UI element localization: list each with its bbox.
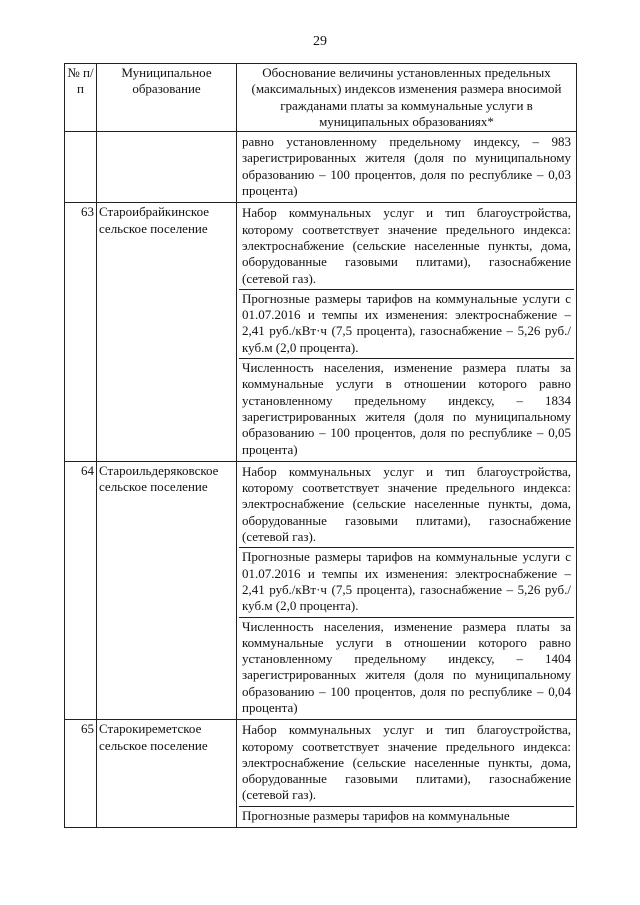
- cell-justification: [237, 203, 577, 461]
- table-header-row: [65, 64, 577, 132]
- cell-justification: [237, 461, 577, 719]
- cell-municipality: Староибрайкинское сельское поселение: [97, 203, 237, 461]
- cell-municipality: Старокиреметское сельское поселение: [97, 720, 237, 828]
- table-row: [65, 203, 577, 461]
- table-row: [65, 461, 577, 719]
- justification-paragraph: Прогнозные размеры тарифов на коммунальные: [239, 806, 574, 826]
- justification-paragraph: Набор коммунальных услуг и тип благоустройства, которому соответствует значение предельного индекса: электроснабжение (сельские населенные пункты, дома, оборудованные газовыми плитами), газоснабжение (сетевой газ).: [242, 722, 571, 803]
- cell-municipality: [97, 132, 237, 203]
- table-row: [65, 720, 577, 828]
- cell-number: [65, 132, 97, 203]
- header-municipality: Муниципальное образование: [97, 64, 237, 132]
- justification-paragraph: равно установленному предельному индексу, – 983 зарегистрированных жителя (доля по муниципальному образованию – 100 процентов, доля по республике – 0,03 процента): [242, 134, 571, 199]
- cell-justification: [237, 132, 577, 203]
- header-number: № п/п: [65, 64, 97, 132]
- justification-paragraph: Численность населения, изменение размера платы за коммунальные услуги в отношении которого равно установленному предельному индексу, – 1834 зарегистрированных жителя (доля по муниципальному образованию – 100 процентов, доля по республике – 0,05 процента): [239, 358, 574, 460]
- justification-paragraph: Прогнозные размеры тарифов на коммунальные услуги с 01.07.2016 и темпы их изменения: электроснабжение – 2,41 руб./кВт·ч (7,5 процента), газоснабжение – 5,26 руб./куб.м (2,0 процента).: [239, 547, 574, 616]
- justification-paragraph: Набор коммунальных услуг и тип благоустройства, которому соответствует значение предельного индекса: электроснабжение (сельские населенные пункты, дома, оборудованные газовыми плитами), газоснабжение (сетевой газ).: [242, 463, 571, 545]
- index-justification-table: [64, 63, 577, 828]
- justification-paragraph: Численность населения, изменение размера платы за коммунальные услуги в отношении которого равно установленному предельному индексу, – 1404 зарегистрированных жителя (доля по муниципальному образованию – 100 процентов, доля по республике – 0,04 процента): [239, 617, 574, 719]
- justification-paragraph: Набор коммунальных услуг и тип благоустройства, которому соответствует значение предельного индекса: электроснабжение (сельские населенные пункты, дома, оборудованные газовыми плитами), газоснабжение (сетевой газ).: [242, 205, 571, 286]
- cell-justification: [237, 720, 577, 828]
- cell-municipality: Староильдеряковское сельское поселение: [97, 461, 237, 719]
- cell-number: 63: [65, 203, 97, 461]
- header-justification: Обоснование величины установленных предельных (максимальных) индексов изменения размера вносимой гражданами платы за коммунальные услуги в муниципальных образованиях*: [237, 64, 577, 132]
- justification-paragraph: Прогнозные размеры тарифов на коммунальные услуги с 01.07.2016 и темпы их изменения: электроснабжение – 2,41 руб./кВт·ч (7,5 процента), газоснабжение – 5,26 руб./куб.м (2,0 процента).: [239, 289, 574, 358]
- cell-number: 64: [65, 461, 97, 719]
- page-number: 29: [313, 34, 327, 49]
- cell-number: 65: [65, 720, 97, 828]
- table-row-continuation: [65, 132, 577, 203]
